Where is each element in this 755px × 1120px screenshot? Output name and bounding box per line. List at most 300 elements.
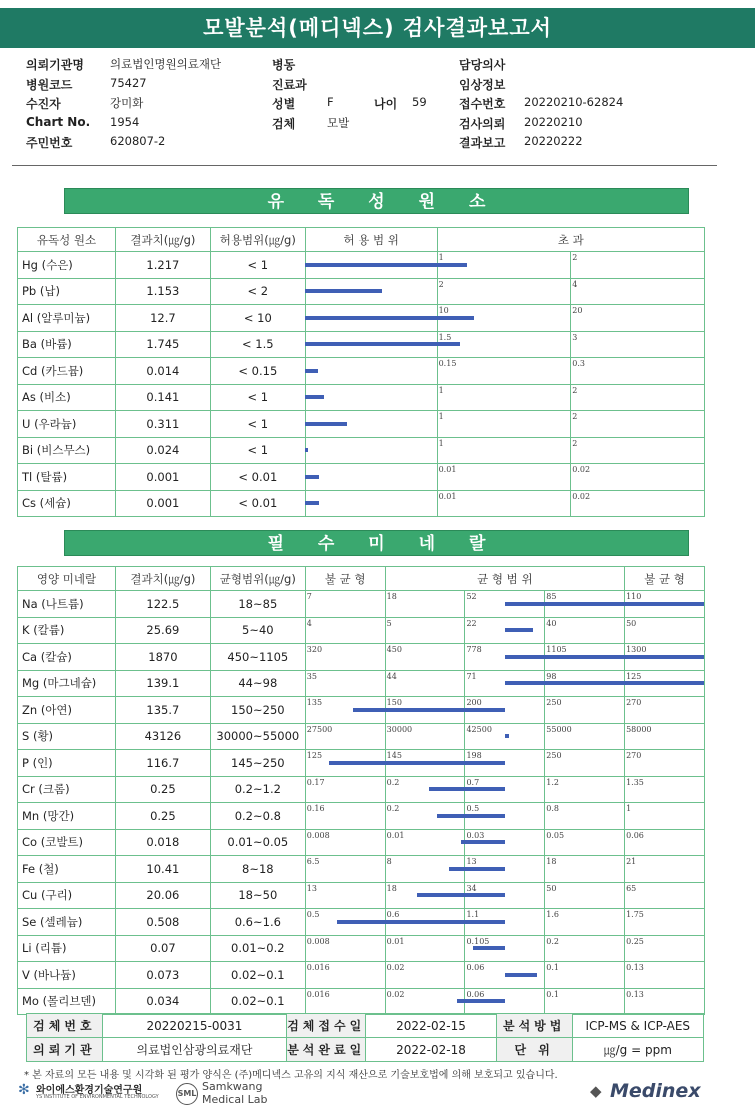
tick-label: 20 [572, 306, 583, 315]
scale-zone-2 [385, 644, 465, 671]
result-value: 12.7 [115, 305, 210, 332]
scale-zone-2 [385, 988, 465, 1015]
col-header: 허용범위(㎍/g) [210, 228, 305, 252]
tick-label: 1 [438, 253, 444, 262]
tick-label: 135 [306, 698, 323, 707]
tick-label: 0.1 [546, 989, 559, 999]
tick-label: 0.016 [306, 963, 330, 972]
info-label: 주민번호 [26, 136, 73, 150]
ys-logo-sub: YS INSTITUTE OF ENVIRONMENTAL TECHNOLOGY [36, 1094, 159, 1100]
tick-label: 85 [546, 592, 557, 601]
result-value: 1.153 [115, 278, 210, 305]
balance-range: 18~85 [210, 591, 305, 618]
tick-label: 0.15 [438, 359, 457, 368]
allowed-range: < 0.01 [210, 464, 305, 491]
toxic-level-bar [305, 369, 317, 373]
unit-label: 단 위 [496, 1038, 572, 1062]
scale-zone-1 [305, 829, 385, 856]
tick-label: 18 [546, 857, 557, 866]
unit: ㎍/g = ppm [572, 1038, 703, 1062]
tick-label: 0.5 [306, 910, 320, 919]
mineral-level-bar [505, 628, 533, 632]
element-name: Tl (탈륨) [18, 464, 116, 491]
tick-label: 1 [438, 412, 444, 421]
mineral-name: Li (리튬) [18, 935, 116, 962]
tick-label: 0.06 [466, 989, 485, 999]
tick-label: 6.5 [306, 857, 320, 866]
scale-zone-4 [545, 617, 625, 644]
allowed-zone [305, 358, 437, 385]
result-value: 139.1 [115, 670, 210, 697]
tick-label: 110 [626, 592, 642, 601]
result-value: 0.25 [115, 776, 210, 803]
info-value: 모발 [327, 115, 350, 130]
scale-zone-1 [305, 591, 385, 618]
tick-label: 2 [572, 253, 578, 262]
tick-label: 1 [626, 804, 632, 813]
result-value: 0.034 [115, 988, 210, 1015]
tick-label: 21 [626, 857, 637, 866]
tick-label: 1105 [546, 645, 567, 654]
medinex-logo-icon: ◆ [590, 1082, 602, 1100]
tick-label: 50 [626, 618, 637, 628]
result-value: 0.141 [115, 384, 210, 411]
mineral-level-bar [461, 840, 505, 844]
mineral-level-bar [473, 946, 505, 950]
result-value: 0.001 [115, 490, 210, 517]
col-header: 결과치(㎍/g) [115, 567, 210, 591]
samkwang-logo-sub: Medical Lab [202, 1093, 268, 1106]
toxic-level-bar [305, 395, 324, 399]
scale-zone-5 [625, 750, 705, 777]
tick-label: 0.17 [306, 777, 325, 787]
info-value: 1954 [110, 114, 140, 129]
balance-range: 5~40 [210, 617, 305, 644]
toxic-row [18, 411, 705, 438]
scale-zone-2 [385, 591, 465, 618]
exceed-zone-1 [437, 490, 571, 517]
tick-label: 8 [386, 857, 392, 866]
tick-label: 0.06 [466, 963, 485, 972]
tick-label: 0.25 [626, 936, 644, 946]
exceed-zone-1 [437, 384, 571, 411]
tick-label: 0.2 [386, 777, 400, 787]
tick-label: 0.16 [306, 804, 325, 813]
mineral-row [18, 803, 705, 830]
info-label: 결과보고 [459, 136, 506, 150]
scale-zone-4 [545, 988, 625, 1015]
scale-zone-1 [305, 803, 385, 830]
tick-label: 250 [546, 751, 562, 760]
mineral-row [18, 988, 705, 1015]
mineral-name: Mg (마그네슘) [18, 670, 116, 697]
tick-label: 0.01 [386, 830, 405, 840]
toxic-level-bar [305, 342, 460, 346]
scale-zone-5 [625, 776, 705, 803]
col-header: 영양 미네랄 [18, 567, 116, 591]
tick-label: 2 [438, 279, 444, 289]
scale-zone-5 [625, 856, 705, 883]
toxic-section-title: 유 독 성 원 소 [64, 188, 689, 214]
tick-label: 0.02 [386, 989, 405, 999]
balance-range: 8~18 [210, 856, 305, 883]
tick-label: 98 [546, 671, 557, 681]
col-header: 불 균 형 [305, 567, 385, 591]
tick-label: 7 [306, 592, 312, 601]
scale-zone-2 [385, 617, 465, 644]
toxic-level-bar [305, 475, 318, 479]
toxic-row [18, 358, 705, 385]
tick-label: 5 [386, 618, 392, 628]
result-value: 0.07 [115, 935, 210, 962]
tick-label: 13 [306, 883, 317, 893]
result-value: 20.06 [115, 882, 210, 909]
tick-label: 30000 [386, 724, 413, 734]
tick-label: 270 [626, 698, 642, 707]
result-value: 122.5 [115, 591, 210, 618]
scale-zone-5 [625, 697, 705, 724]
tick-label: 450 [386, 645, 402, 654]
tick-label: 0.01 [386, 936, 405, 946]
scale-zone-1 [305, 962, 385, 989]
tick-label: 0.008 [306, 936, 330, 946]
scale-zone-1 [305, 644, 385, 671]
exceed-zone-2 [571, 358, 705, 385]
essential-minerals-table [17, 566, 705, 1015]
scale-zone-5 [625, 909, 705, 936]
exceed-zone-2 [571, 464, 705, 491]
exceed-zone-2 [571, 278, 705, 305]
info-value: 59 [412, 95, 427, 109]
scale-zone-5 [625, 962, 705, 989]
tick-label: 1.6 [546, 910, 559, 919]
info-label: 수진자 [26, 97, 61, 111]
toxic-level-bar [305, 501, 318, 505]
allowed-range: < 2 [210, 278, 305, 305]
info-value: 620807-2 [110, 134, 166, 148]
scale-zone-1 [305, 670, 385, 697]
scale-zone-1 [305, 617, 385, 644]
allowed-range: < 1 [210, 437, 305, 464]
tick-label: 0.13 [626, 963, 644, 972]
mineral-level-bar [457, 999, 505, 1003]
allowed-range: < 0.01 [210, 490, 305, 517]
scale-zone-4 [545, 935, 625, 962]
tick-label: 13 [466, 857, 477, 866]
element-name: Bi (비스무스) [18, 437, 116, 464]
col-header: 불 균 형 [625, 567, 705, 591]
toxic-level-bar [305, 422, 346, 426]
balance-range: 0.01~0.05 [210, 829, 305, 856]
tick-label: 2 [572, 412, 578, 421]
element-name: Cd (카드뮴) [18, 358, 116, 385]
balance-range: 450~1105 [210, 644, 305, 671]
tick-label: 35 [306, 671, 317, 681]
scale-zone-4 [545, 803, 625, 830]
toxic-row [18, 384, 705, 411]
scale-zone-2 [385, 723, 465, 750]
analysis-info-table [26, 1013, 704, 1062]
ys-logo-text: 와이에스환경기술연구원 [36, 1085, 143, 1096]
exceed-zone-1 [437, 464, 571, 491]
result-value: 0.024 [115, 437, 210, 464]
mineral-row [18, 776, 705, 803]
mineral-level-bar [353, 708, 505, 712]
allowed-range: < 0.15 [210, 358, 305, 385]
tick-label: 3 [572, 332, 578, 342]
tick-label: 250 [546, 698, 562, 707]
tick-label: 270 [626, 751, 642, 760]
balance-range: 30000~55000 [210, 723, 305, 750]
scale-zone-4 [545, 909, 625, 936]
tick-label: 0.5 [466, 804, 480, 813]
tick-label: 0.05 [546, 830, 565, 840]
info-label: 병동 [272, 58, 296, 72]
sml-logo-icon: SML [176, 1083, 198, 1105]
tick-label: 0.1 [546, 963, 559, 972]
tick-label: 0.2 [386, 804, 400, 813]
tick-label: 44 [386, 671, 397, 681]
tick-label: 1.2 [546, 777, 559, 787]
tick-label: 42500 [466, 724, 492, 734]
tick-label: 0.8 [546, 804, 559, 813]
element-name: Hg (수은) [18, 252, 116, 279]
mineral-level-bar [505, 602, 705, 606]
info-label: 나이 [374, 97, 398, 111]
tick-label: 0.02 [386, 963, 405, 972]
mineral-name: Mo (몰리브덴) [18, 988, 116, 1015]
scale-zone-5 [625, 803, 705, 830]
tick-label: 0.105 [466, 936, 490, 946]
scale-zone-5 [625, 935, 705, 962]
result-value: 43126 [115, 723, 210, 750]
tick-label: 150 [386, 698, 402, 707]
scale-zone-4 [545, 750, 625, 777]
result-value: 10.41 [115, 856, 210, 883]
scale-zone-5 [625, 723, 705, 750]
tick-label: 0.13 [626, 989, 644, 999]
scale-zone-2 [385, 962, 465, 989]
balance-range: 0.01~0.2 [210, 935, 305, 962]
mineral-row [18, 882, 705, 909]
allowed-range: < 1 [210, 384, 305, 411]
result-value: 0.25 [115, 803, 210, 830]
allowed-range: < 1 [210, 411, 305, 438]
tick-label: 4 [306, 618, 312, 628]
balance-range: 0.2~1.2 [210, 776, 305, 803]
toxic-level-bar [305, 263, 467, 267]
scale-zone-4 [545, 962, 625, 989]
mineral-row [18, 829, 705, 856]
tick-label: 125 [626, 671, 642, 681]
tick-label: 50 [546, 883, 557, 893]
scale-zone-5 [625, 617, 705, 644]
scale-zone-5 [625, 882, 705, 909]
balance-range: 44~98 [210, 670, 305, 697]
balance-range: 0.02~0.1 [210, 988, 305, 1015]
mineral-level-bar [429, 787, 505, 791]
mineral-row [18, 935, 705, 962]
element-name: Pb (납) [18, 278, 116, 305]
col-header: 유독성 원소 [18, 228, 116, 252]
scale-zone-5 [625, 829, 705, 856]
specimen-no-label: 검체번호 [27, 1014, 103, 1038]
col-header: 초 과 [437, 228, 704, 252]
info-label: 성별 [272, 97, 296, 111]
allowed-range: < 1 [210, 252, 305, 279]
received-date: 2022-02-15 [366, 1014, 497, 1038]
mineral-name: Se (셀레늄) [18, 909, 116, 936]
tick-label: 778 [466, 645, 482, 654]
completed-label: 분석완료일 [287, 1038, 366, 1062]
tick-label: 52 [466, 592, 477, 601]
allowed-range: < 1.5 [210, 331, 305, 358]
scale-zone-1 [305, 856, 385, 883]
mineral-level-bar [449, 867, 505, 871]
col-header: 허 용 범 위 [305, 228, 437, 252]
tick-label: 55000 [546, 724, 572, 734]
info-label: Chart No. [26, 114, 91, 129]
info-value: 20220210-62824 [524, 95, 624, 109]
result-value: 0.508 [115, 909, 210, 936]
element-name: Ba (바륨) [18, 331, 116, 358]
method: ICP-MS & ICP-AES [572, 1014, 703, 1038]
result-value: 116.7 [115, 750, 210, 777]
col-header: 균 형 범 위 [385, 567, 624, 591]
divider [12, 165, 717, 166]
info-value: 75427 [110, 75, 147, 90]
balance-range: 150~250 [210, 697, 305, 724]
tick-label: 0.02 [572, 465, 591, 474]
allowed-zone [305, 464, 437, 491]
requester: 의료법인삼광의료재단 [102, 1038, 286, 1062]
tick-label: 18 [386, 883, 397, 893]
tick-label: 71 [466, 671, 477, 681]
exceed-zone-2 [571, 305, 705, 332]
requester-label: 의뢰기관 [27, 1038, 103, 1062]
mineral-level-bar [437, 814, 505, 818]
info-value: 20220222 [524, 134, 583, 148]
mineral-row [18, 617, 705, 644]
info-label: 검사의뢰 [459, 116, 506, 131]
tick-label: 320 [306, 645, 323, 654]
mineral-level-bar [417, 893, 505, 897]
tick-label: 0.3 [572, 359, 586, 368]
scale-zone-1 [305, 882, 385, 909]
samkwang-logo-text: Samkwang [202, 1080, 263, 1093]
result-value: 1870 [115, 644, 210, 671]
mineral-level-bar [329, 761, 505, 765]
method-label: 분석방법 [496, 1014, 572, 1038]
element-name: U (우라늄) [18, 411, 116, 438]
scale-zone-1 [305, 723, 385, 750]
tick-label: 1 [438, 385, 444, 395]
info-value: 강미화 [110, 96, 144, 110]
mineral-name: Zn (아연) [18, 697, 116, 724]
exceed-zone-2 [571, 437, 705, 464]
tick-label: 200 [466, 698, 482, 707]
tick-label: 58000 [626, 724, 652, 734]
mineral-level-bar [505, 973, 537, 977]
copyright-note: * 본 자료의 모든 내용 및 시각화 된 평가 양식은 (주)메디넥스 고유의 지식 재산으로 기술보호법에 의해 보호되고 있습니다. [24, 1070, 558, 1081]
mineral-name: Ca (칼슘) [18, 644, 116, 671]
info-label: 진료과 [272, 77, 307, 92]
logo-strip [18, 1080, 738, 1110]
element-name: Cs (세슘) [18, 490, 116, 517]
mineral-row [18, 962, 705, 989]
scale-zone-2 [385, 829, 465, 856]
scale-zone-4 [545, 829, 625, 856]
scale-zone-5 [625, 988, 705, 1015]
exceed-zone-2 [571, 331, 705, 358]
balance-range: 0.6~1.6 [210, 909, 305, 936]
info-label: 담당의사 [459, 58, 506, 72]
balance-range: 0.2~0.8 [210, 803, 305, 830]
mineral-level-bar [337, 920, 505, 924]
result-value: 0.014 [115, 358, 210, 385]
mineral-name: S (황) [18, 723, 116, 750]
mineral-name: Na (나트륨) [18, 591, 116, 618]
col-header: 균형범위(㎍/g) [210, 567, 305, 591]
balance-range: 145~250 [210, 750, 305, 777]
tick-label: 1300 [626, 645, 647, 654]
ys-logo-icon: ✻ [18, 1082, 30, 1098]
tick-label: 0.01 [438, 465, 457, 474]
scale-zone-4 [545, 776, 625, 803]
scale-zone-4 [545, 697, 625, 724]
toxic-row [18, 490, 705, 517]
balance-range: 0.02~0.1 [210, 962, 305, 989]
mineral-name: Co (코발트) [18, 829, 116, 856]
mineral-name: Fe (철) [18, 856, 116, 883]
scale-zone-1 [305, 776, 385, 803]
tick-label: 27500 [306, 724, 333, 734]
scale-zone-2 [385, 670, 465, 697]
result-value: 1.745 [115, 331, 210, 358]
exceed-zone-1 [437, 437, 571, 464]
tick-label: 0.06 [626, 830, 644, 840]
info-value: 20220210 [524, 114, 583, 129]
info-label: 접수번호 [459, 97, 506, 111]
tick-label: 2 [572, 385, 578, 395]
exceed-zone-2 [571, 252, 705, 279]
tick-label: 34 [466, 883, 477, 893]
result-value: 0.018 [115, 829, 210, 856]
tick-label: 0.6 [386, 910, 400, 919]
scale-zone-2 [385, 935, 465, 962]
allowed-range: < 10 [210, 305, 305, 332]
result-value: 135.7 [115, 697, 210, 724]
scale-zone-1 [305, 935, 385, 962]
result-value: 25.69 [115, 617, 210, 644]
toxic-level-bar [305, 289, 382, 293]
info-label: 임상정보 [459, 77, 506, 92]
tick-label: 1.75 [626, 910, 644, 919]
exceed-zone-2 [571, 384, 705, 411]
patient-info [26, 56, 726, 154]
tick-label: 0.2 [546, 936, 559, 946]
tick-label: 198 [466, 751, 482, 760]
report-title: 모발분석(메디넥스) 검사결과보고서 [0, 8, 755, 48]
element-name: As (비소) [18, 384, 116, 411]
allowed-zone [305, 437, 437, 464]
specimen-no: 20220215-0031 [102, 1014, 286, 1038]
tick-label: 2 [572, 438, 578, 448]
scale-zone-1 [305, 988, 385, 1015]
scale-zone-4 [545, 723, 625, 750]
tick-label: 65 [626, 883, 637, 893]
element-name: Al (알루미늄) [18, 305, 116, 332]
